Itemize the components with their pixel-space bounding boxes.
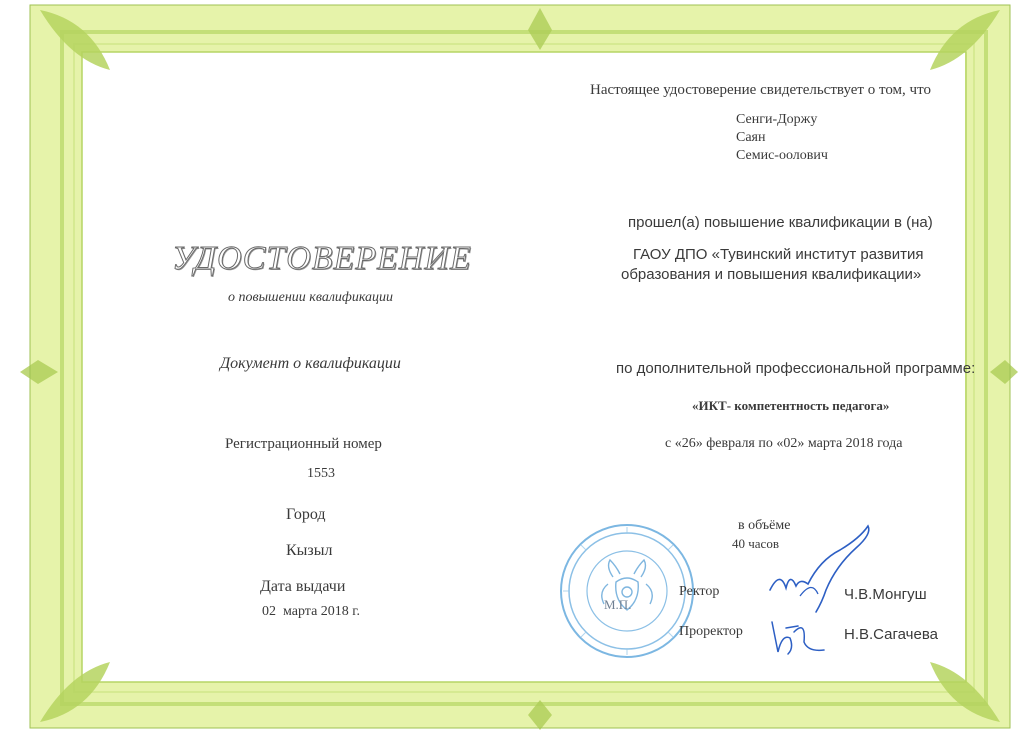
intro-text: Настоящее удостоверение свидетельствует о том, что [590, 82, 931, 98]
registration-number: 1553 [307, 466, 335, 481]
hours-value: 40 часов [732, 536, 779, 551]
rector-label: Ректор [679, 584, 720, 599]
holder-surname: Сенги-Доржу [736, 112, 818, 127]
prorector-name: Н.В.Сагачева [844, 626, 938, 643]
city-label: Город [286, 506, 326, 523]
issue-date: 02 марта 2018 г. [262, 604, 360, 619]
passed-text: прошел(а) повышение квалификации в (на) [628, 214, 933, 231]
volume-label: в объёме [738, 518, 791, 533]
prorector-signature-icon [764, 612, 834, 662]
organization-line1: ГАОУ ДПО «Тувинский институт развития [633, 246, 924, 263]
stamp-label: М.П. [604, 597, 632, 612]
registration-label: Регистрационный номер [225, 436, 382, 452]
prorector-label: Проректор [679, 624, 743, 639]
study-period: с «26» февраля по «02» марта 2018 года [665, 436, 903, 451]
rector-signature-icon [760, 520, 880, 620]
stamp-seal-icon [558, 522, 696, 660]
issue-date-label: Дата выдачи [260, 578, 346, 595]
rector-name: Ч.В.Монгуш [844, 586, 927, 603]
city-value: Кызыл [286, 542, 333, 559]
holder-name: Саян [736, 130, 766, 145]
organization-line2: образования и повышения квалификации» [621, 266, 922, 283]
program-label: по дополнительной профессиональной программе: [616, 360, 976, 377]
certificate-title: УДОСТОВЕРЕНИЕ [172, 240, 472, 277]
document-type: Документ о квалификации [220, 355, 401, 372]
certificate-subtitle: о повышении квалификации [228, 290, 394, 305]
holder-patronymic: Семис-оолович [736, 148, 828, 163]
program-name: «ИКТ- компетентность педагога» [692, 398, 890, 413]
